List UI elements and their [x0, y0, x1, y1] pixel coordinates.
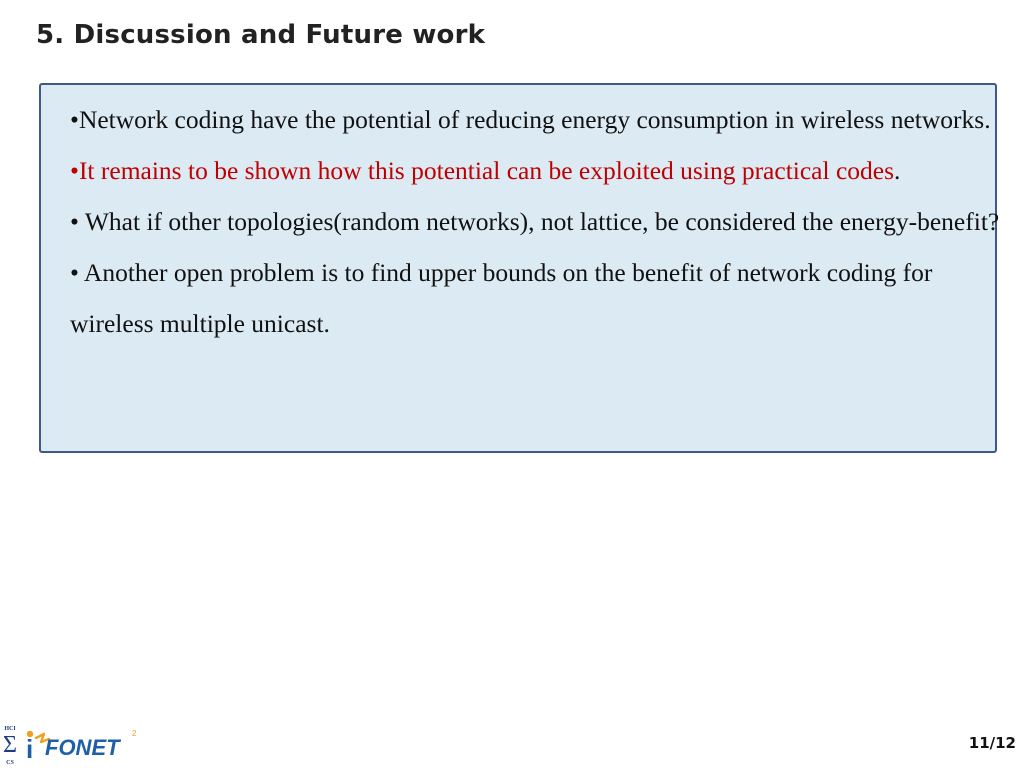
logo-sigma-icon: Σ [3, 732, 17, 758]
bullet-marker: • [70, 258, 84, 287]
bullet-text: What if other topologies(random networks), not lattice, be considered the energy-benefit? [84, 207, 1000, 236]
bullet-text: It remains to be shown how this potential can be exploited using practical codes [78, 156, 895, 185]
bullet-marker: • [70, 156, 79, 185]
ifonet-logo [0, 722, 150, 768]
bullet-trailing-period: . [894, 156, 901, 185]
slide-title: 5. Discussion and Future work [36, 20, 486, 50]
bullet-text: Another open problem is to find upper bounds on the benefit of network coding for wireless multiple unicast. [70, 258, 933, 338]
bullet-list [70, 94, 1010, 349]
bullet-item-highlighted [70, 145, 1010, 196]
bullet-item [70, 196, 1010, 247]
bullet-text: Network coding have the potential of reducing energy consumption in wireless networks. [78, 105, 991, 134]
logo-brand-text: FONET [45, 735, 120, 760]
bullet-marker: • [70, 207, 85, 236]
bullet-marker: • [70, 105, 79, 134]
bullet-item [70, 94, 1010, 145]
logo-seal-bottom: CS [6, 760, 14, 766]
bullet-item [70, 247, 1010, 349]
logo-superscript: 2 [132, 729, 137, 738]
logo-i-letter: i [26, 734, 34, 764]
page-number: 11/12 [968, 734, 1016, 752]
logo-seal-top: HCI [4, 726, 16, 732]
